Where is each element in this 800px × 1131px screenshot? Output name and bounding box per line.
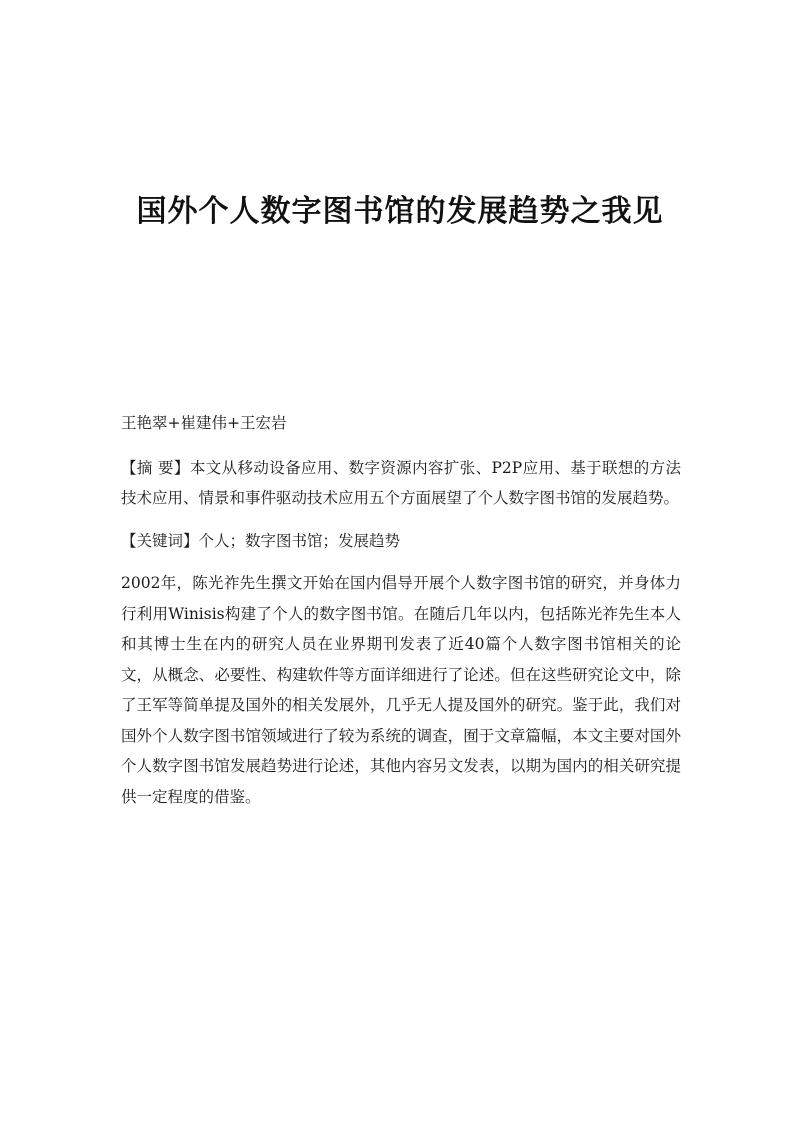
abstract-paragraph	[121, 453, 681, 514]
author-line: 王艳翠+崔建伟+王宏岩	[121, 414, 287, 432]
keywords-text: 个人；数字图书馆；发展趋势	[198, 531, 401, 550]
document-title: 国外个人数字图书馆的发展趋势之我见	[136, 194, 664, 229]
abstract-label: 【摘 要】	[121, 458, 190, 477]
body-paragraph: 2002年，陈光祚先生撰文开始在国内倡导开展个人数字图书馆的研究，并身体力行利用Winisis构建了个人的数字图书馆。在随后几年以内，包括陈光祚先生本人和其博士生在内的研究人员在业界期刊发表了近40篇个人数字图书馆相关的论文，从概念、必要性、构建软件等方面详细进行了论述。但在这些研究论文中，除了王军等简单提及国外的相关发展外，几乎无人提及国外的研究。鉴于此，我们对国外个人数字图书馆领域进行了较为系统的调查，囿于文章篇幅，本文主要对国外个人数字图书馆发展趋势进行论述，其他内容另文发表，以期为国内的相关研究提供一定程度的借鉴。	[121, 574, 681, 806]
abstract-text: 本文从移动设备应用、数字资源内容扩张、P2P应用、基于联想的方法技术应用、情景和事件驱动技术应用五个方面展望了个人数字图书馆的发展趋势。	[121, 458, 681, 507]
keywords-paragraph	[121, 526, 681, 557]
document-content	[121, 408, 681, 812]
keywords-label: 【关键词】	[121, 531, 199, 550]
